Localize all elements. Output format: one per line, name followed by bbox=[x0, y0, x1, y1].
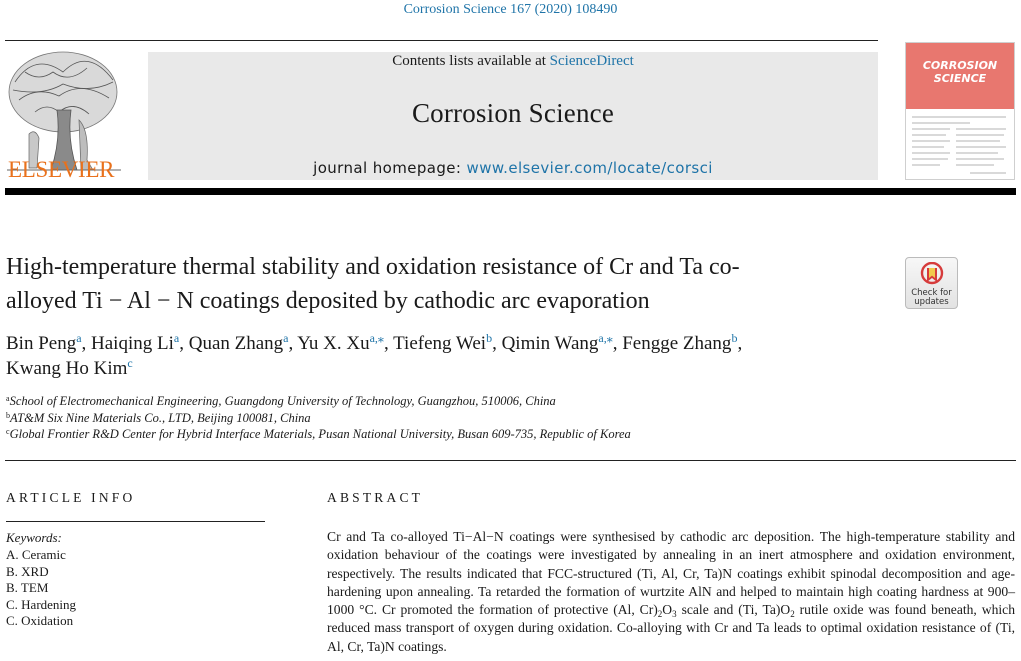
cover-title bbox=[906, 59, 1014, 85]
affiliation-text: AT&M Six Nine Materials Co., LTD, Beijing 100081, China bbox=[10, 411, 311, 425]
author-separator: , bbox=[179, 333, 189, 354]
abstract-text-run: scale and (Ti, Ta)O bbox=[676, 602, 791, 618]
keywords-label: Keywords: bbox=[6, 530, 62, 545]
check-label-line-1: Check for bbox=[911, 288, 952, 298]
author-separator: , bbox=[612, 333, 623, 354]
sciencedirect-link[interactable]: ScienceDirect bbox=[549, 53, 634, 69]
author-affiliation-marker[interactable]: b bbox=[486, 331, 493, 345]
subscript: 2 bbox=[657, 609, 663, 620]
affiliation-text: Global Frontier R&D Center for Hybrid Interface Materials, Pusan National University, Busan 609-735, Republic of Korea bbox=[9, 427, 631, 441]
contents-line bbox=[148, 53, 878, 70]
journal-homepage-line bbox=[148, 159, 878, 177]
abstract-text-run: O bbox=[662, 602, 673, 618]
author-affiliation-marker[interactable]: b bbox=[731, 331, 738, 345]
keyword-item[interactable]: B. TEM bbox=[6, 580, 49, 595]
author-name[interactable]: Kwang Ho Kim bbox=[6, 358, 128, 379]
check-label-line-2: updates bbox=[914, 297, 949, 307]
journal-citation[interactable]: Corrosion Science 167 (2020) 108490 bbox=[403, 2, 618, 17]
author-name[interactable]: Haiqing Li bbox=[91, 333, 174, 354]
keyword-item[interactable]: C. Hardening bbox=[6, 597, 77, 612]
author-separator: , bbox=[288, 333, 298, 354]
check-for-updates-label bbox=[906, 289, 957, 307]
author-separator: , bbox=[737, 333, 743, 354]
author-affiliation-marker[interactable]: a bbox=[173, 331, 180, 345]
affiliation-a bbox=[6, 394, 556, 409]
check-for-updates-button[interactable] bbox=[905, 257, 958, 309]
author-name[interactable]: Tiefeng Wei bbox=[393, 333, 487, 354]
author-affiliation-marker[interactable]: a,⁎ bbox=[369, 331, 384, 345]
abstract-text bbox=[327, 528, 1015, 656]
keyword-item[interactable]: A. Ceramic bbox=[6, 547, 66, 562]
cover-contents-lines bbox=[910, 113, 1010, 177]
elsevier-logo[interactable] bbox=[5, 42, 123, 182]
author-name[interactable]: Qimin Wang bbox=[501, 333, 599, 354]
article-title-line-1: High-temperature thermal stability and oxidation resistance of Cr and Ta co- bbox=[6, 254, 740, 280]
author-name[interactable]: Quan Zhang bbox=[188, 333, 284, 354]
section-divider bbox=[5, 460, 1016, 461]
contents-text: Contents lists available at bbox=[392, 53, 550, 69]
author-separator: , bbox=[492, 333, 502, 354]
article-info-heading: ARTICLE INFO bbox=[6, 490, 136, 505]
affiliation-mark: c bbox=[6, 427, 10, 436]
author-affiliation-marker[interactable]: a bbox=[76, 331, 82, 345]
author-separator: , bbox=[81, 333, 92, 354]
author-affiliation-marker[interactable]: c bbox=[127, 356, 133, 370]
cover-title-line-1: CORROSION bbox=[922, 59, 998, 72]
author-name[interactable]: Bin Peng bbox=[6, 333, 77, 354]
homepage-label: journal homepage: bbox=[313, 159, 467, 177]
article-title-line-2: alloyed Ti − Al − N coatings deposited by cathodic arc evaporation bbox=[6, 288, 650, 314]
keyword-item[interactable]: C. Oxidation bbox=[6, 613, 74, 628]
affiliation-b bbox=[6, 411, 311, 426]
author-name[interactable]: Yu X. Xu bbox=[297, 333, 370, 354]
author-affiliation-marker[interactable]: a,⁎ bbox=[598, 331, 613, 345]
homepage-link[interactable]: www.elsevier.com/locate/corsci bbox=[466, 159, 713, 177]
abstract-text-run: rutile oxide was found beneath, which reduced mass transport of oxygen during oxidation. Co-alloying with Cr and Ta leads to optimal oxidation resistance of (Ti, Al, Cr, Ta)N coatings. bbox=[327, 602, 1015, 654]
header-rule bbox=[5, 40, 878, 41]
author-affiliation-marker[interactable]: a bbox=[283, 331, 289, 345]
elsevier-wordmark: ELSEVIER bbox=[8, 157, 115, 182]
author-separator: , bbox=[383, 333, 394, 354]
bookmark-ribbon-icon bbox=[920, 262, 944, 288]
author-list bbox=[6, 331, 906, 381]
subscript: 2 bbox=[790, 609, 795, 620]
abstract-heading: ABSTRACT bbox=[327, 490, 424, 505]
cover-title-line-2: SCIENCE bbox=[933, 72, 987, 85]
author-name[interactable]: Fengge Zhang bbox=[622, 333, 732, 354]
keyword-item[interactable]: B. XRD bbox=[6, 564, 49, 579]
affiliation-c bbox=[6, 427, 631, 442]
journal-cover-thumbnail[interactable] bbox=[905, 42, 1015, 180]
subscript: 3 bbox=[672, 609, 677, 620]
journal-title[interactable]: Corrosion Science bbox=[411, 98, 615, 128]
affiliation-mark: b bbox=[6, 411, 10, 420]
affiliation-mark: a bbox=[6, 394, 10, 403]
header-thick-rule bbox=[5, 188, 1016, 195]
article-title bbox=[6, 250, 891, 318]
affiliation-text: School of Electromechanical Engineering, Guangdong University of Technology, Guangzhou, 510006, China bbox=[9, 394, 556, 408]
abstract-text-run: Cr and Ta co-alloyed Ti−Al−N coatings were synthesised by cathodic arc deposition. The high-temperature stability and oxidation behaviour of the coatings were investigated by annealing in an inert atmosphere and oxidation environment, respectively. The results indicated that FCC-structured (Ti, Al, Cr, Ta)N coatings exhibit spinodal decomposition and age-hardening upon annealing. Ta retarded the formation of wurtzite AlN and helped to maintain high coating hardness at 900–1000 °C. Cr promoted the formation of protective (Al, Cr) bbox=[327, 529, 1015, 618]
article-info-rule bbox=[6, 521, 265, 522]
